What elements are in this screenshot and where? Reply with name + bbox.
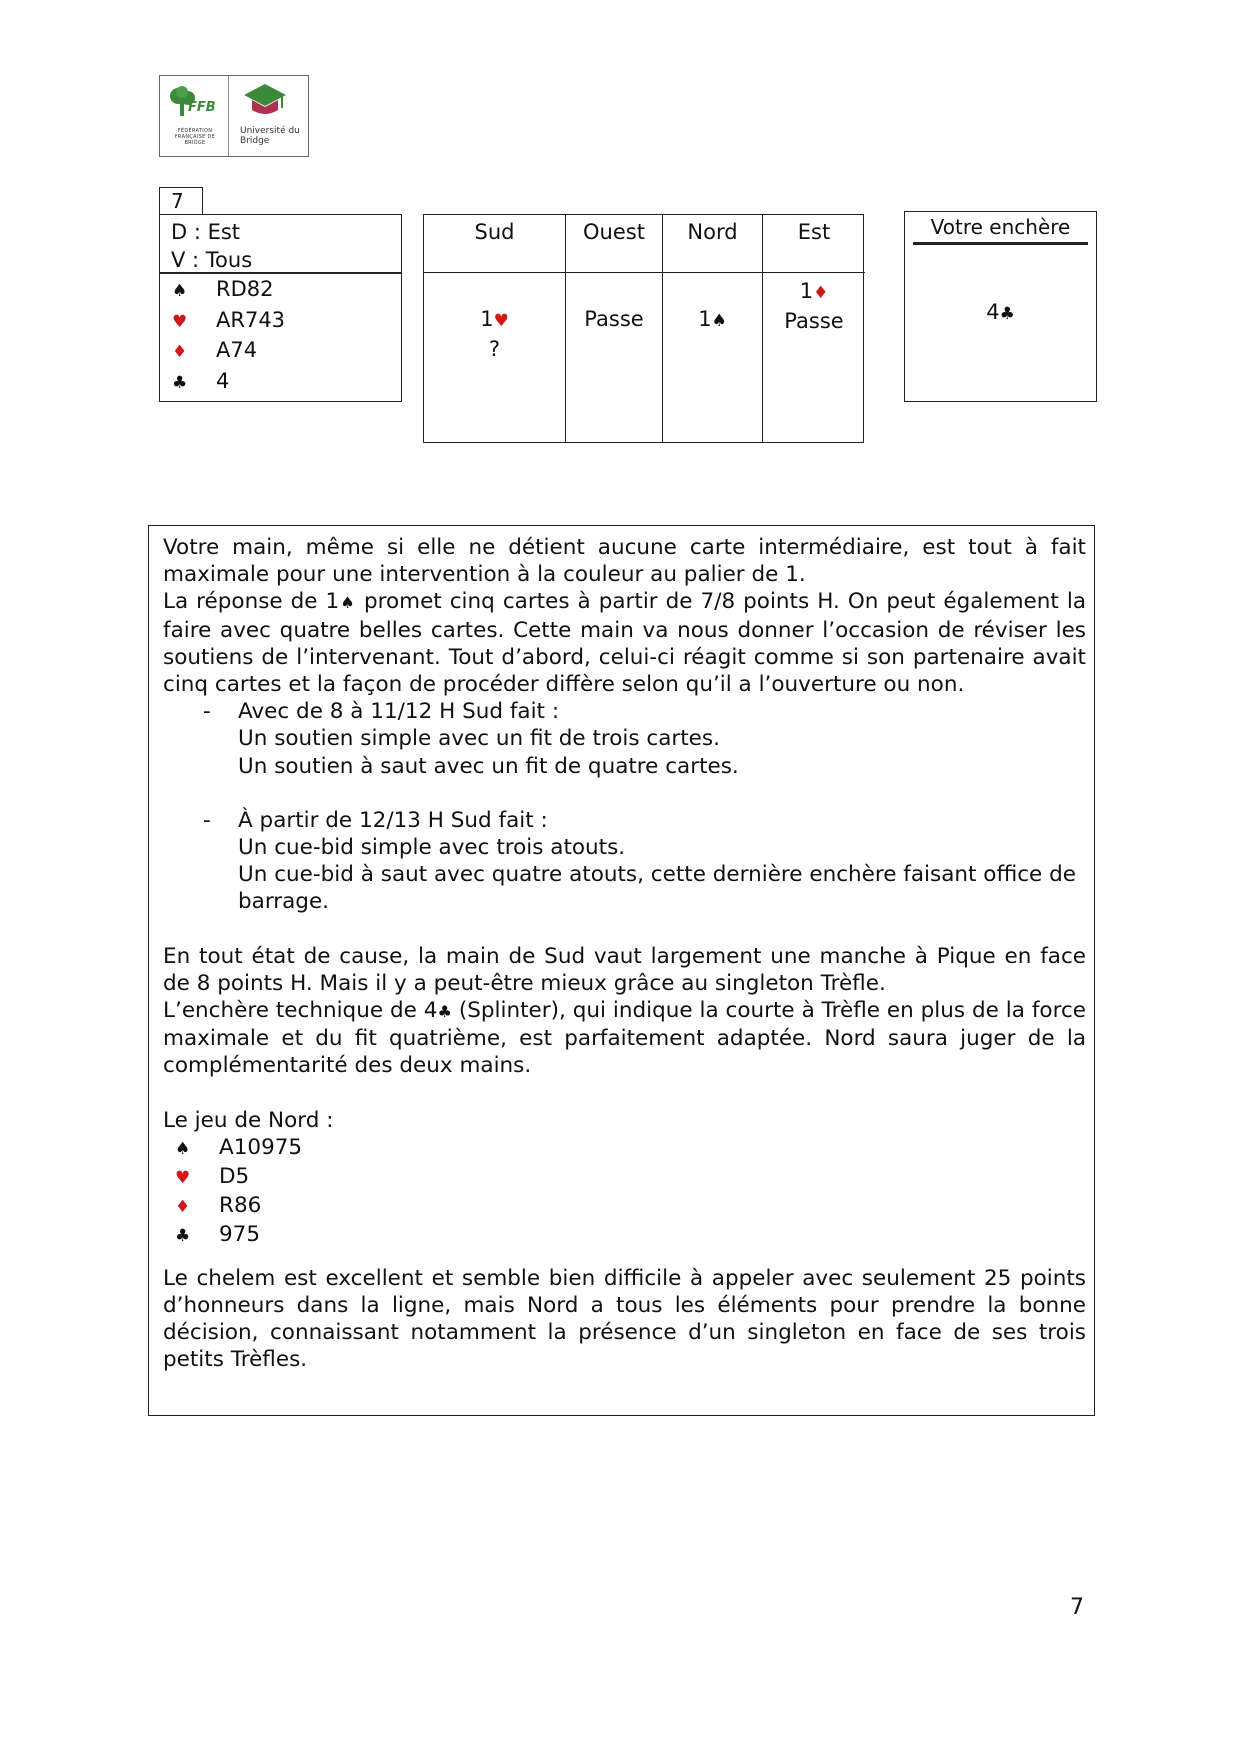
answer-box xyxy=(904,211,1097,402)
bidding-header-est: Est xyxy=(763,215,865,273)
club-icon: ♣ xyxy=(999,304,1015,324)
club-icon: ♣ xyxy=(172,372,188,393)
bidding-header-ouest: Ouest xyxy=(566,215,662,273)
diamond-icon: ♦ xyxy=(175,1197,191,1218)
bid-est-1: 1♦ xyxy=(799,279,829,303)
list-dash: - xyxy=(203,699,211,725)
hand-clubs: 4 xyxy=(216,368,230,393)
board-number: 7 xyxy=(159,187,203,215)
list-subline: Un soutien simple avec un fit de trois cartes. xyxy=(238,726,720,752)
spacer xyxy=(163,1251,1086,1265)
answer-title: Votre enchère xyxy=(930,215,1071,239)
board-box xyxy=(159,214,402,402)
spade-icon: ♠ xyxy=(172,281,188,301)
commentary-paragraph-4: L’enchère technique de 4♣ (Splinter), qui indique la courte à Trèfle en plus de la force maximale et du fit quatrième, est parfaitement adaptée. Nord saura juger de la complémentarité des deux mains. xyxy=(163,998,1086,1079)
diamond-icon: ♦ xyxy=(813,283,829,303)
universite-logo-caption: Université du Bridge xyxy=(240,126,300,146)
dealer: D : Est xyxy=(171,220,241,244)
bidding-cell-est xyxy=(763,273,865,335)
bidding-column-est xyxy=(763,215,865,442)
list-item: - Avec de 8 à 11/12 H Sud fait : xyxy=(203,699,560,725)
hand-diamonds: A74 xyxy=(216,338,258,362)
north-row-spades: ♠ A10975 xyxy=(163,1134,1086,1163)
heart-icon: ♥ xyxy=(493,311,509,331)
page-number: 7 xyxy=(1070,1595,1084,1620)
hand-row-clubs xyxy=(172,367,285,398)
graduation-cap-icon xyxy=(242,82,288,122)
ffb-logo xyxy=(159,75,309,157)
heart-icon: ♥ xyxy=(172,311,188,332)
club-icon: ♣ xyxy=(175,1226,191,1247)
spade-icon: ♠ xyxy=(175,1138,191,1159)
list-subline: Un soutien à saut avec un fit de quatre cartes. xyxy=(238,753,739,779)
north-row-hearts: ♥ D5 xyxy=(163,1163,1086,1192)
list-subline: Un cue-bid à saut avec quatre atouts, cette dernière enchère faisant office de barrage. xyxy=(238,862,1076,915)
hand-spades: RD82 xyxy=(216,277,274,301)
ffb-logo-text: FFB xyxy=(188,100,216,115)
heart-icon: ♥ xyxy=(175,1168,191,1189)
bidding-column-nord xyxy=(663,215,763,442)
north-row-clubs: ♣ 975 xyxy=(163,1221,1086,1250)
spacer xyxy=(163,780,1086,807)
bid-sud-2: ? xyxy=(488,337,501,361)
hand-row-spades xyxy=(172,275,285,306)
diamond-icon: ♦ xyxy=(172,342,188,362)
bid-ouest-1: Passe xyxy=(584,307,644,331)
hand-row-diamonds xyxy=(172,336,285,367)
spacer xyxy=(163,916,1086,943)
bidding-cell-ouest xyxy=(566,273,662,333)
north-hand-title: Le jeu de Nord : xyxy=(163,1107,334,1133)
south-hand xyxy=(172,275,285,397)
hand-hearts: AR743 xyxy=(216,307,286,332)
commentary-paragraph-3: En tout état de cause, la main de Sud vaut largement une manche à Pique en face de 8 points H. Mais il y a peut-être mieux grâce au singleton Trèfle. xyxy=(163,943,1086,996)
bidding-column-sud xyxy=(424,215,566,442)
spade-icon: ♠ xyxy=(339,593,356,613)
list-subline: Un cue-bid simple avec trois atouts. xyxy=(238,835,626,861)
bidding-table xyxy=(423,214,864,443)
ffb-logo-caption: FÉDÉRATION FRANÇAISE DE BRIDGE xyxy=(174,128,216,146)
bidding-header-sud: Sud xyxy=(424,215,565,273)
bid-est-2: Passe xyxy=(784,309,844,333)
commentary-paragraph-2: La réponse de 1♠ promet cinq cartes à partir de 7/8 points H. On peut également la faire avec quatre belles cartes. Cette main va nous donner l’occasion de réviser les soutiens de l’intervenant. Tout d’abord, celui-ci réagit comme si son partenaire avait cinq cartes et la façon de procéder diffère selon qu’il a l’ouverture ou non. xyxy=(163,589,1087,698)
commentary-paragraph-1: Votre main, même si elle ne détient aucune carte intermédiaire, est tout à fait maximale pour une intervention à la couleur au palier de 1. xyxy=(163,535,1086,588)
bid-nord-1: 1♠ xyxy=(698,307,727,331)
bidding-cell-sud xyxy=(424,273,565,363)
commentary-paragraph-5: Le chelem est excellent et semble bien difficile à appeler avec seulement 25 points d’honneurs dans la ligne, mais Nord a tous les éléments pour prendre la bonne décision, connaissant notamment la présence d’un singleton en face de ses trois petits Trèfles. xyxy=(163,1265,1086,1373)
bidding-cell-nord xyxy=(663,273,762,335)
logo-divider xyxy=(228,76,229,156)
vulnerability: V : Tous xyxy=(171,248,253,272)
bidding-header-nord: Nord xyxy=(663,215,762,273)
answer-title-rule xyxy=(913,242,1088,245)
answer-bid: 4♣ xyxy=(986,300,1015,324)
bid-sud-1: 1♥ xyxy=(480,307,509,331)
deal-info xyxy=(171,218,252,274)
commentary-box xyxy=(148,525,1095,1416)
hand-row-hearts xyxy=(172,306,285,337)
bidding-column-ouest xyxy=(566,215,663,442)
list-item: - À partir de 12/13 H Sud fait : xyxy=(203,807,548,833)
club-icon: ♣ xyxy=(437,1002,452,1022)
spade-icon: ♠ xyxy=(711,311,727,331)
board-separator xyxy=(160,272,401,274)
north-row-diamonds: ♦ R86 xyxy=(163,1192,1086,1221)
list-dash: - xyxy=(203,807,211,833)
spacer xyxy=(163,1080,1086,1107)
